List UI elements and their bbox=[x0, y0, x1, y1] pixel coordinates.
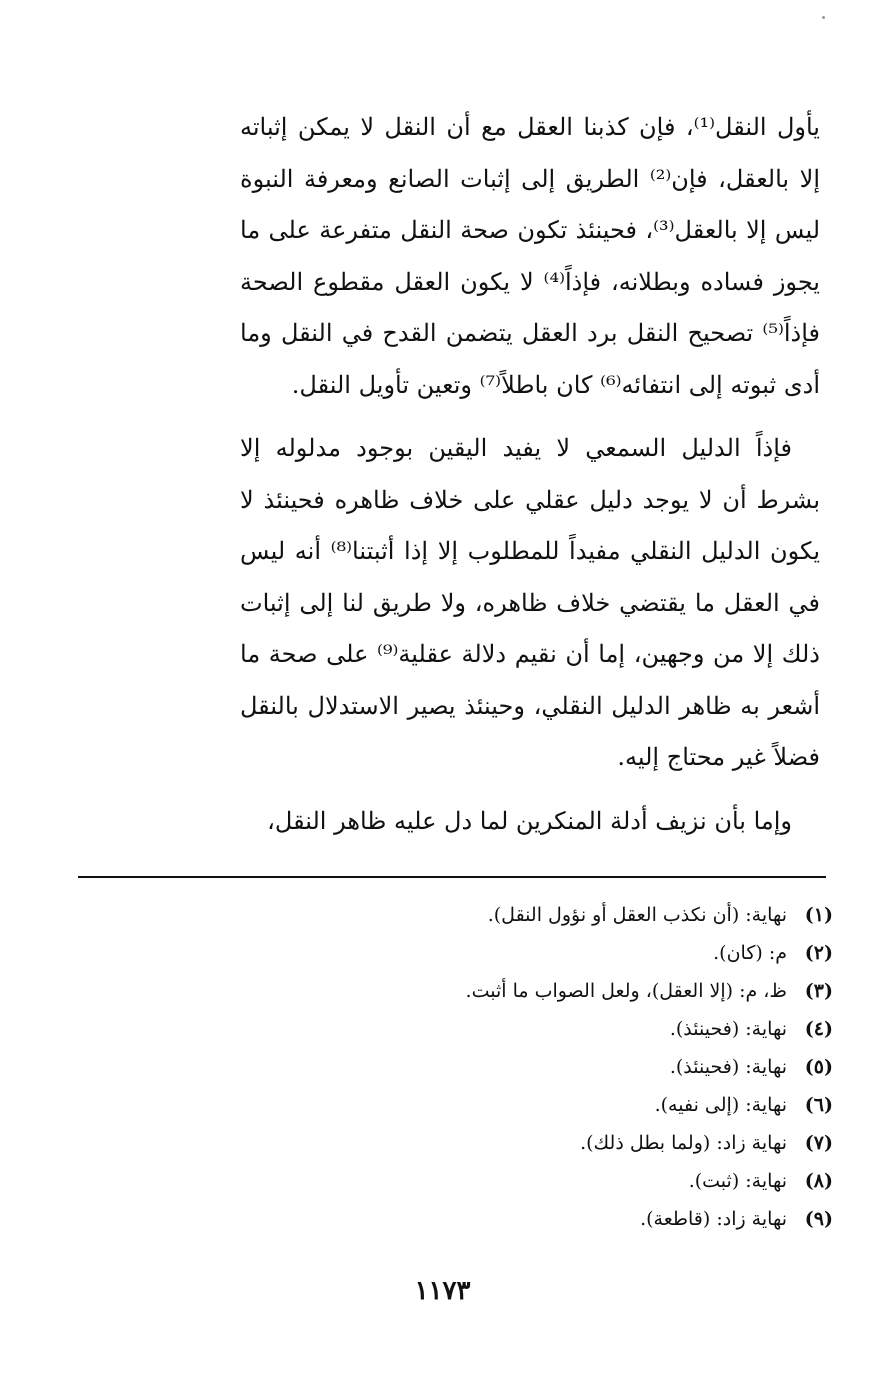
footnote-text: نهاية: (إلى نفيه). bbox=[654, 1094, 787, 1116]
footnote-text: نهاية زاد: (قاطعة). bbox=[640, 1208, 787, 1230]
footnote-number: (٦) bbox=[804, 1094, 833, 1116]
footnote-number: (١) bbox=[804, 904, 833, 926]
footnote-number: (٢) bbox=[804, 942, 833, 964]
paragraph-1: يأول النقل⁽¹⁾، فإن كذبنا العقل مع أن النقل لا يمكن إثباته إلا بالعقل، فإن⁽²⁾ الطريق إلى إثبات الصانع ومعرفة النبوة ليس إلا بالعقل⁽³⁾، فحينئذ تكون صحة النقل متفرعة على ما يجوز فساده وبطلانه، فإذاً⁽⁴⁾ لا يكون العقل مقطوع الصحة فإذاً⁽⁵⁾ تصحيح النقل برد العقل يتضمن القدح في النقل وما أدى ثبوته إلى انتفائه⁽⁶⁾ كان باطلاً⁽⁷⁾ وتعين تأويل النقل. bbox=[240, 113, 821, 399]
footnote-text: م: (كان). bbox=[713, 942, 787, 964]
footnote-number: (٩) bbox=[804, 1208, 833, 1230]
paragraph-3: وإما بأن نزيف أدلة المنكرين لما دل عليه ظاهر النقل، bbox=[267, 806, 792, 835]
footnote-2 bbox=[113, 934, 833, 972]
footnote-7 bbox=[113, 1124, 833, 1162]
footnotes bbox=[113, 896, 833, 1238]
footnote-text: ظ، م: (إلا العقل)، ولعل الصواب ما أثبت. bbox=[465, 980, 787, 1002]
footnote-3 bbox=[113, 972, 833, 1010]
footnote-number: (٥) bbox=[804, 1056, 833, 1078]
footnote-4 bbox=[113, 1010, 833, 1048]
paragraph-2: فإذاً الدليل السمعي لا يفيد اليقين بوجود مدلوله إلا بشرط أن لا يوجد دليل عقلي على خلاف ظاهره فحينئذ لا يكون الدليل النقلي مفيداً للمطلوب إلا إذا أثبتنا⁽⁸⁾ أنه ليس في العقل ما يقتضي خلاف ظاهره، ولا طريق لنا إلى إثبات ذلك إلا من وجهين، إما أن نقيم دلالة عقلية⁽⁹⁾ على صحة ما أشعر به ظاهر الدليل النقلي، وحينئذ يصير الاستدلال بالنقل فضلاً غير محتاج إليه. bbox=[240, 434, 820, 771]
footnote-text: نهاية: (ثبت). bbox=[688, 1170, 787, 1192]
footnote-number: (٨) bbox=[804, 1170, 833, 1192]
footnote-number: (٤) bbox=[804, 1018, 833, 1040]
footnote-divider bbox=[78, 876, 826, 878]
footnote-9 bbox=[113, 1200, 833, 1238]
footnote-text: نهاية: (فحينئذ). bbox=[669, 1056, 787, 1078]
footnote-number: (٧) bbox=[804, 1132, 833, 1154]
scan-speck bbox=[822, 16, 825, 19]
footnote-8 bbox=[113, 1162, 833, 1200]
footnote-text: نهاية زاد: (ولما بطل ذلك). bbox=[580, 1132, 787, 1154]
main-text bbox=[240, 102, 820, 847]
footnote-1 bbox=[113, 896, 833, 934]
footnote-5 bbox=[113, 1048, 833, 1086]
footnote-text: نهاية: (فحينئذ). bbox=[669, 1018, 787, 1040]
footnote-6 bbox=[113, 1086, 833, 1124]
page-number: ١١٧٣ bbox=[414, 1276, 471, 1306]
footnote-number: (٣) bbox=[804, 980, 833, 1002]
footnote-text: نهاية: (أن نكذب العقل أو نؤول النقل). bbox=[487, 904, 787, 926]
